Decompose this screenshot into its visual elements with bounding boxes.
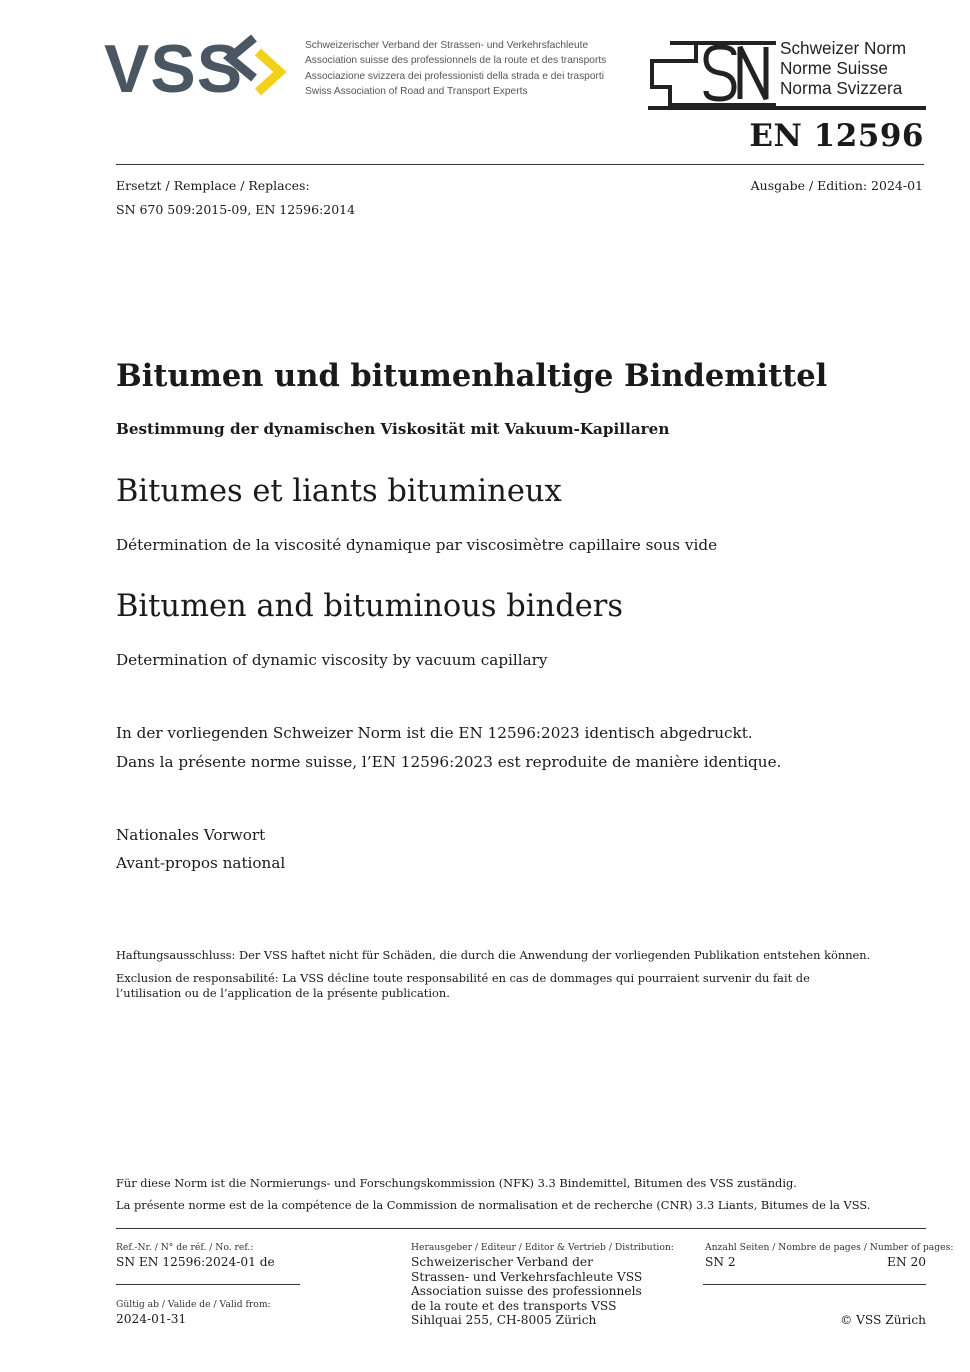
subtitle-german: Bestimmung der dynamischen Viskosität mit Vakuum-Kapillaren xyxy=(116,420,670,438)
foreword-german: Nationales Vorwort xyxy=(116,826,266,844)
vss-logo-letters: VSS xyxy=(104,31,244,102)
page-count-sn: SN 2 xyxy=(705,1255,736,1269)
pages-divider xyxy=(703,1284,926,1285)
sn-name-it: Norma Svizzera xyxy=(780,78,903,99)
ref-number-value: SN EN 12596:2024-01 de xyxy=(116,1255,275,1269)
header-divider xyxy=(116,164,924,165)
committee-note-german: Für diese Norm ist die Normierungs- und Forschungskommission (NFK) 3.3 Bindemittel, Bitumen des VSS zuständig. xyxy=(116,1176,797,1190)
identical-note-german: In der vorliegenden Schweizer Norm ist die EN 12596:2023 identisch abgedruckt. xyxy=(116,724,753,742)
sn-name-de: Schweizer Norm xyxy=(780,38,907,58)
disclaimer-german: Haftungsausschluss: Der VSS haftet nicht für Schäden, die durch die Anwendung der vorliegenden Publikation entstehen können. xyxy=(116,948,871,962)
publisher-label: Herausgeber / Editeur / Editor & Vertrieb / Distribution: xyxy=(411,1242,674,1253)
assoc-line-de: Schweizerischer Verband der Strassen- und Verkehrsfachleute xyxy=(305,40,589,51)
edition-date: Ausgabe / Edition: 2024-01 xyxy=(750,178,923,193)
sn-name-fr: Norme Suisse xyxy=(780,58,888,79)
page-count-en: EN 20 xyxy=(887,1255,926,1269)
replaces-label: Ersetzt / Remplace / Replaces: xyxy=(116,178,310,193)
vss-logo xyxy=(104,30,289,102)
assoc-line-en: Swiss Association of Road and Transport Experts xyxy=(305,85,528,97)
page-count-label: Anzahl Seiten / Nombre de pages / Number of pages: xyxy=(705,1242,954,1253)
title-german: Bitumen und bitumenhaltige Bindemittel xyxy=(116,358,828,394)
replaces-value: SN 670 509:2015-09, EN 12596:2014 xyxy=(116,202,356,217)
subtitle-french: Détermination de la viscosité dynamique par viscosimètre capillaire sous vide xyxy=(116,536,718,554)
vss-association-names xyxy=(305,38,640,99)
copyright: © VSS Zürich xyxy=(840,1313,926,1327)
sn-names xyxy=(780,38,906,99)
ref-number-label: Ref.-Nr. / N° de réf. / No. ref.: xyxy=(116,1242,254,1253)
subtitle-english: Determination of dynamic viscosity by vacuum capillary xyxy=(116,651,548,669)
standard-number: EN 12596 xyxy=(749,118,924,154)
valid-from-value: 2024-01-31 xyxy=(116,1312,187,1326)
title-english: Bitumen and bituminous binders xyxy=(116,589,624,624)
assoc-line-fr: Association suisse des professionnels de la route et des transports xyxy=(305,55,607,67)
identical-note-french: Dans la présente norme suisse, l’EN 12596:2023 est reproduite de manière identique. xyxy=(116,753,782,771)
committee-note-french: La présente norme est de la compétence de la Commission de normalisation et de recherche (CNR) 3.3 Liants, Bitumes de la VSS. xyxy=(116,1198,871,1212)
ref-divider xyxy=(116,1284,300,1285)
assoc-line-it: Associazione svizzera dei professionisti della strada e dei trasporti xyxy=(305,70,604,82)
sn-logo-underline xyxy=(648,106,926,110)
disclaimer-french: Exclusion de responsabilité: La VSS décline toute responsabilité en cas de dommages qui pourraient survenir du fait de l’utilisation ou de l’application de la présente publication. xyxy=(116,971,810,1000)
footer-divider xyxy=(116,1228,926,1229)
title-french: Bitumes et liants bitumineux xyxy=(116,474,562,509)
foreword-french: Avant-propos national xyxy=(116,854,286,872)
valid-from-label: Gültig ab / Valide de / Valid from: xyxy=(116,1299,271,1310)
sn-logo xyxy=(648,37,778,112)
publisher-address: Schweizerischer Verband der Strassen- und Verkehrsfachleute VSS Association suisse des professionnels de la route et des transports VSS Sihlquai 255, CH-8005 Zürich xyxy=(411,1255,643,1328)
